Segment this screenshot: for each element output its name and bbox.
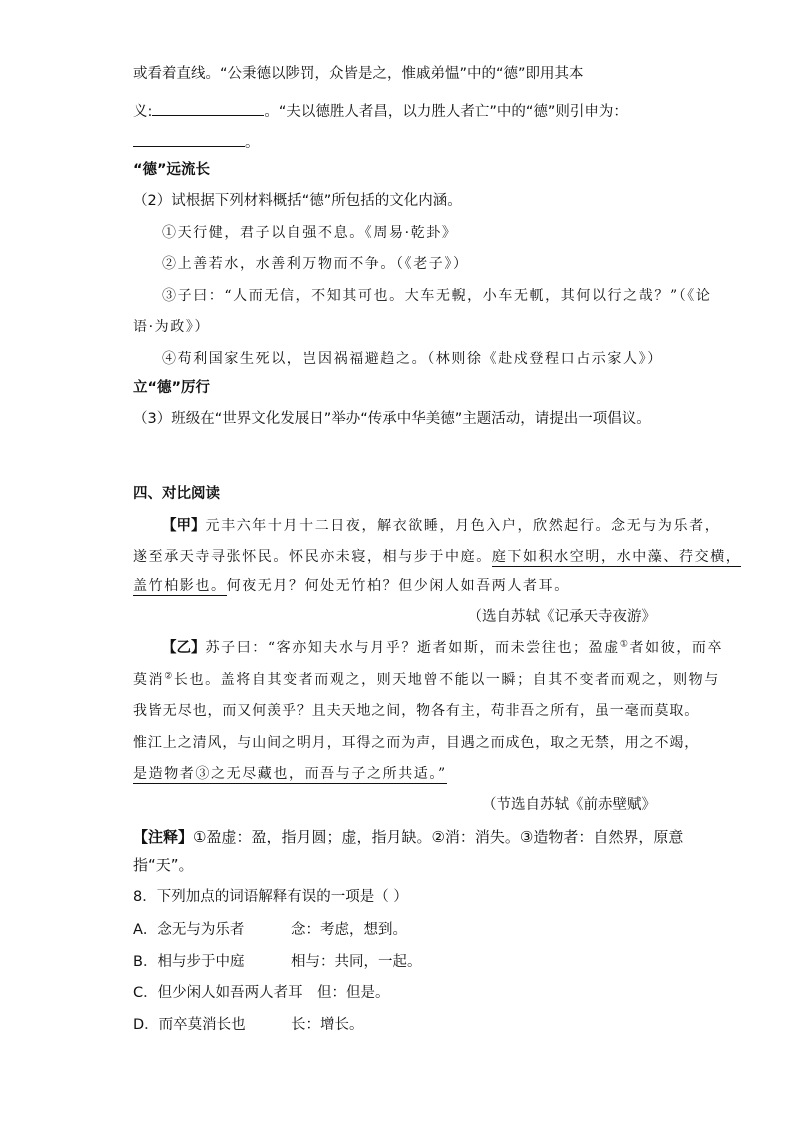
option-d[interactable] [133,1015,364,1035]
passage-text: 元丰六年十月十二日夜，解衣欲睡，月色入户，欣然起行。念无与为乐者， [205,518,721,534]
section-heading: “德”远流长 [133,162,211,178]
quote-item: ③子曰：“人而无信，不知其可也。大车无輗，小车无軏，其何以行之哉？”（《论 [162,288,712,304]
answer-blank[interactable] [152,100,264,116]
question-text: （3）班级在“世界文化发展日”举办“传承中华美德”主题活动，请提出一项倡议。 [133,411,651,427]
passage-label: 【乙】 [162,640,206,656]
text-line [133,131,260,153]
answer-blank[interactable] [133,131,245,147]
passage-line: 惟江上之清风，与山间之明月，耳得之而为声，目遇之而成色，取之无禁，用之不竭， [133,735,700,751]
source-citation: （节选自苏轼《前赤壁赋》 [482,797,656,813]
text-fragment: 义: [133,104,153,120]
passage-line [133,576,570,596]
footnote-marker: ① [619,639,630,650]
passage-line [133,547,741,567]
quote-item: ④苟利国家生死以，岂因祸福避趋之。（林则徐《赴戍登程口占示家人》） [162,351,663,367]
annotation-text: ①盈虚：盈，指月圆；虚，指月缺。②消：消失。③造物者：自然界，原意 [193,828,684,846]
annotation-line [133,827,683,847]
option-phrase: C．但少闲人如吾两人者耳 [133,985,303,1001]
footnote-marker: ② [164,671,174,682]
text-fragment: 。 [245,135,260,151]
passage-line [162,638,723,658]
option-a[interactable] [133,920,407,940]
underlined-sentence: 盖竹柏影也。 [133,578,227,594]
quote-item: ②上善若水，水善利万物而不争。（《老子》） [162,256,469,272]
section-heading: 四、对比阅读 [133,486,220,502]
option-b[interactable] [133,952,422,972]
passage-line [162,516,720,536]
underlined-sentence: 是造物者③之无尽藏也，而吾与子之所共适。” [133,766,447,782]
option-phrase: D．而卒莫消长也 [133,1017,246,1033]
section-heading: 立“德”厉行 [133,380,211,396]
question-stem: 8．下列加点的词语解释有误的一项是（ ） [133,889,408,905]
passage-text: 者如彼，而卒 [629,640,724,656]
passage-text: 长也。盖将自其变者而观之，则天地曾不能以一瞬；自其不变者而观之，则物与 [173,672,720,688]
passage-text: 苏子曰：“客亦知夫水与月乎？逝者如斯，而未尝往也；盈虚 [205,640,620,656]
passage-line: 我皆无尽也，而又何羡乎？且夫天地之间，物各有主，苟非吾之所有，虽一毫而莫取。 [133,703,700,719]
text-line: 或看着直线。“公秉德以陟罚，众皆是之，惟戚弟愠”中的“德”即用其本 [133,66,584,82]
passage-label: 【甲】 [162,518,206,534]
passage-text: 遂至承天寺寻张怀民。怀民亦未寝，相与步于中庭。 [133,549,492,565]
question-text: （2）试根据下列材料概括“德”所包括的文化内涵。 [133,193,462,209]
option-phrase: B．相与步于中庭 [133,954,245,970]
text-fragment: 。“夫以德胜人者昌，以力胜人者亡”中的“德”则引申为： [264,104,628,120]
underlined-sentence: 庭下如积水空明，水中藻、荇交横， [491,549,742,565]
quote-item: 语·为政》） [133,319,211,335]
option-phrase: A．念无与为乐者 [133,922,245,938]
option-meaning: 但：但是。 [317,985,390,1001]
text-line [133,100,628,122]
option-meaning: 念：考虑，想到。 [291,922,407,938]
passage-text: 何夜无月？何处无竹柏？但少闲人如吾两人者耳。 [226,578,570,594]
passage-line [133,670,720,690]
annotation-line: 指“天”。 [133,856,194,874]
passage-text: 莫消 [133,672,165,688]
quote-item: ①天行健，君子以自强不息。《周易·乾卦》 [162,225,458,241]
source-citation: （选自苏轼《记承天寺夜游》 [467,609,656,625]
option-meaning: 相与：共同，一起。 [291,954,422,970]
annotation-label: 【注释】 [133,828,194,846]
passage-line [133,764,447,784]
option-meaning: 长：增长。 [291,1017,364,1033]
option-c[interactable] [133,983,390,1003]
